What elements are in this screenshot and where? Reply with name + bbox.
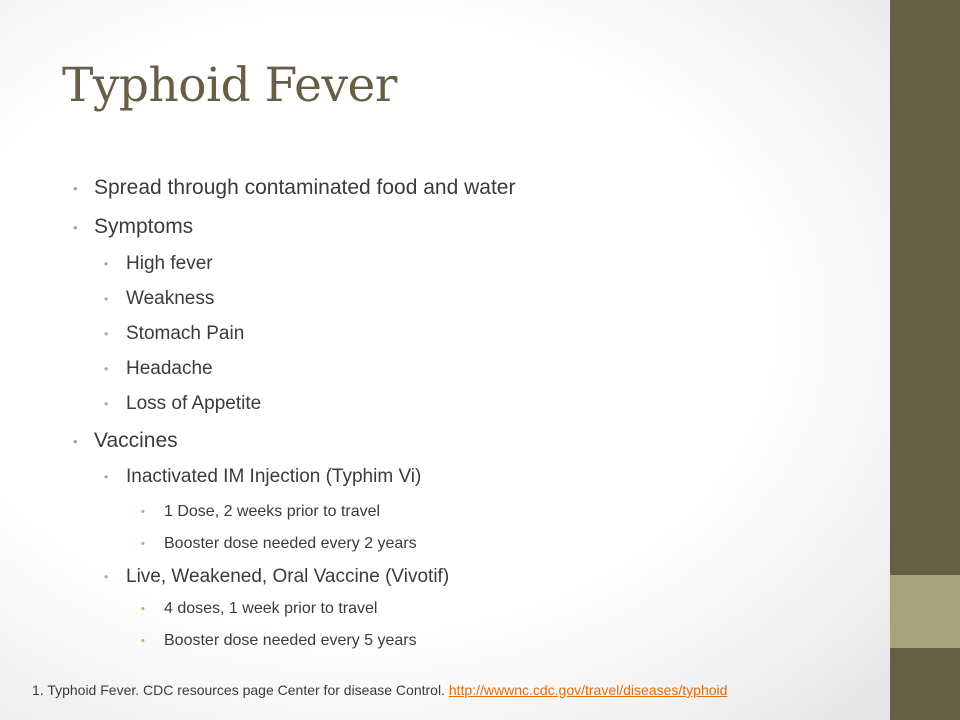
footnote: [32, 682, 727, 698]
bullet-text: Stomach Pain: [126, 323, 245, 344]
accent-band-bottom: [890, 648, 960, 720]
accent-band-top: [890, 0, 960, 575]
footnote-text: 1. Typhoid Fever. CDC resources page Center for disease Control.: [32, 682, 445, 698]
bullet-text: Weakness: [126, 288, 215, 309]
accent-band-middle: [890, 575, 960, 648]
bullet-dot-icon: •: [141, 538, 145, 550]
bullet-dot-icon: •: [104, 327, 109, 341]
bullet-dot-icon: •: [141, 635, 145, 647]
bullet-text: Spread through contaminated food and water: [94, 176, 516, 199]
bullet-text: 1 Dose, 2 weeks prior to travel: [164, 503, 381, 520]
bullet-text: Vaccines: [94, 429, 178, 452]
bullet-text: 4 doses, 1 week prior to travel: [164, 600, 378, 617]
bullet-dot-icon: •: [104, 397, 109, 411]
bullet-dot-icon: •: [73, 220, 78, 235]
bullet-text: High fever: [126, 253, 213, 274]
bullet-text: Booster dose needed every 2 years: [164, 535, 417, 552]
cdc-link[interactable]: http://wwwnc.cdc.gov/travel/diseases/typhoid: [448, 682, 728, 698]
bullet-dot-icon: •: [104, 362, 109, 376]
bullet-text: Loss of Appetite: [126, 393, 262, 414]
bullet-dot-icon: •: [104, 470, 109, 484]
bullet-dot-icon: •: [73, 181, 78, 196]
bullet-dot-icon: •: [104, 292, 109, 306]
bullet-text: Live, Weakened, Oral Vaccine (Vivotif): [126, 566, 450, 587]
bullet-dot-icon: •: [141, 603, 145, 615]
bullet-text: Headache: [126, 358, 213, 379]
bullet-dot-icon: •: [73, 434, 78, 449]
bullet-dot-icon: •: [104, 570, 109, 584]
bullet-dot-icon: •: [141, 506, 145, 518]
bullet-text: Inactivated IM Injection (Typhim Vi): [126, 466, 422, 487]
bullet-text: Symptoms: [94, 215, 194, 238]
slide-title: Typhoid Fever: [62, 58, 397, 113]
bullet-text: Booster dose needed every 5 years: [164, 632, 417, 649]
bullet-dot-icon: •: [104, 257, 109, 271]
